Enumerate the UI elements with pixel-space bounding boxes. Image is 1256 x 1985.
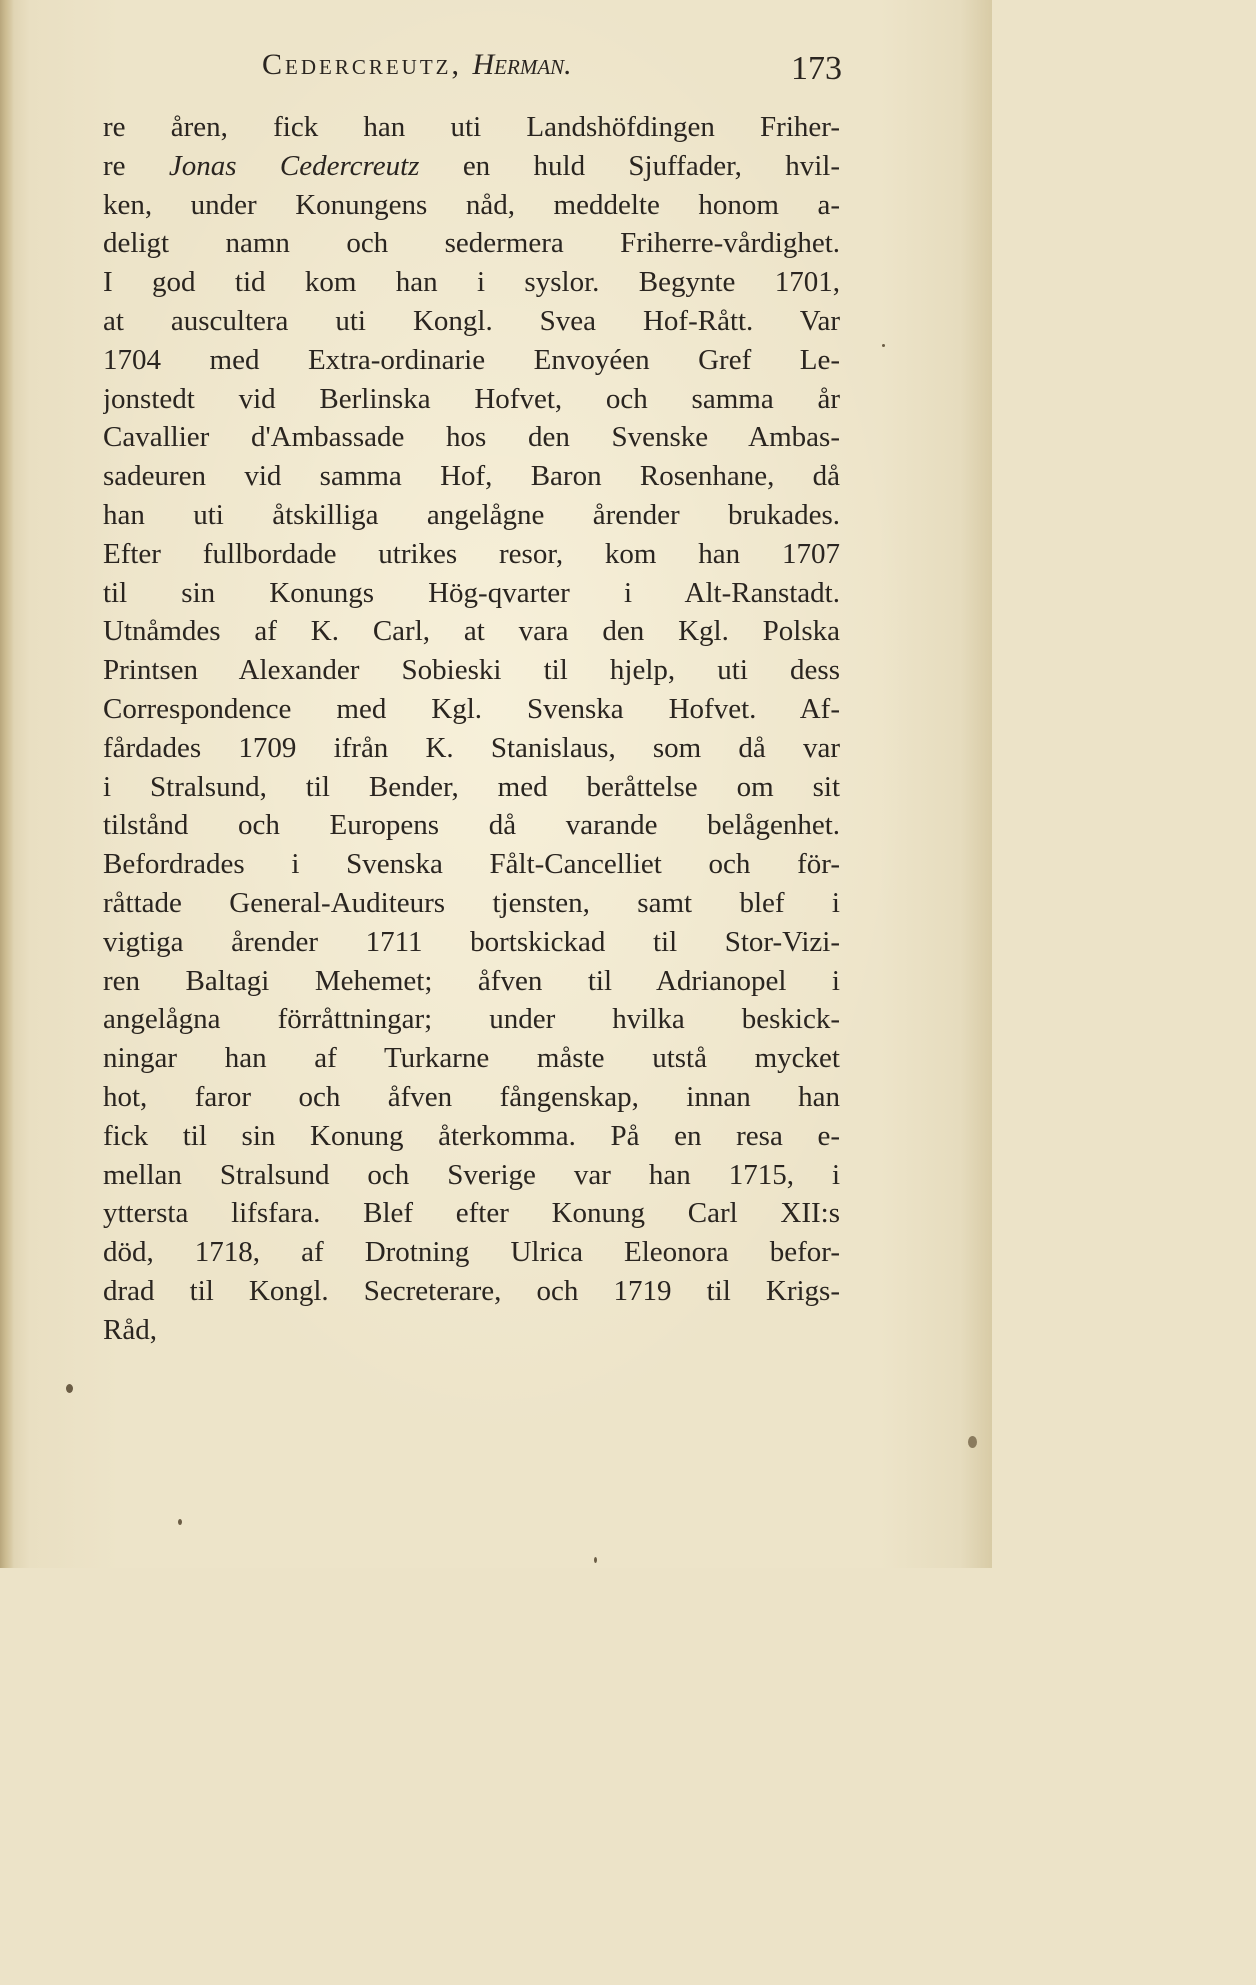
text-line: Råd, — [103, 1313, 157, 1346]
text-line: hot, faror och åfven fångenskap, innan han — [103, 1080, 840, 1113]
text-line: fick til sin Konung återkomma. På en resa e- — [103, 1119, 840, 1152]
body-text — [103, 108, 840, 1388]
page-header — [262, 46, 842, 96]
text-line: sadeuren vid samma Hof, Baron Rosenhane, då — [103, 460, 840, 493]
paper-speck — [968, 1436, 977, 1448]
text-line: at auscultera uti Kongl. Svea Hof-Rått. Var — [103, 304, 840, 337]
text-line: Befordrades i Svenska Fålt-Cancelliet och för- — [103, 848, 840, 881]
text-line: råttade General-Auditeurs tjensten, samt blef i — [103, 886, 840, 919]
text-line-end: en huld Sjuffader, hvil- — [462, 149, 840, 182]
text-line: Correspondence med Kgl. Svenska Hofvet. Af- — [103, 692, 840, 725]
text-line — [103, 147, 840, 186]
text-line: mellan Stralsund och Sverige var han 1715, i — [103, 1158, 840, 1191]
text-line: drad til Kongl. Secreterare, och 1719 til Krigs- — [103, 1274, 840, 1307]
text-line: re åren, fick han uti Landshöfdingen Friher- — [103, 111, 840, 143]
text-line: ken, under Konungens nåd, meddelte honom a- — [103, 188, 840, 221]
text-line: til sin Konungs Hög-qvarter i Alt-Ranstadt. — [103, 576, 840, 609]
text-line: vigtiga årender 1711 bortskickad til Stor-Vizi- — [103, 925, 840, 958]
text-line: angelågna förråttningar; under hvilka beskick- — [103, 1003, 840, 1036]
page-binding-edge — [0, 0, 14, 1568]
text-line: deligt namn och sedermera Friherre-vårdighet. — [103, 227, 840, 260]
text-line: i Stralsund, til Bender, med beråttelse om sit — [103, 770, 840, 803]
text-line: han uti åtskilliga angelågne årender brukades. — [103, 498, 840, 531]
paper-speck — [178, 1519, 182, 1525]
page-number: 173 — [791, 50, 842, 87]
paper-speck — [66, 1384, 73, 1393]
text-line: ren Baltagi Mehemet; åfven til Adrianopel i — [103, 964, 840, 997]
paper-speck — [882, 344, 885, 347]
running-head-surname: Cedercreutz, — [262, 48, 462, 81]
text-line: I god tid kom han i syslor. Begynte 1701, — [103, 266, 840, 299]
running-head — [262, 48, 572, 82]
text-line: Efter fullbordade utrikes resor, kom han 1707 — [103, 537, 840, 570]
text-line: död, 1718, af Drotning Ulrica Eleonora befor- — [103, 1236, 840, 1269]
text-line: Cavallier d'Ambassade hos den Svenske Ambas- — [103, 421, 840, 454]
running-head-given-name: Herman. — [472, 48, 572, 81]
text-line: Utnåmdes af K. Carl, at vara den Kgl. Polska — [103, 615, 840, 648]
catchword — [103, 1350, 840, 1389]
text-line: yttersta lifsfara. Blef efter Konung Carl XII:s — [103, 1197, 840, 1230]
text-line-start: re — [103, 149, 126, 182]
text-line: tilstånd och Europens då varande belågenhet. — [103, 809, 840, 842]
text-line: Printsen Alexander Sobieski til hjelp, uti dess — [103, 654, 840, 687]
text-line: 1704 med Extra-ordinarie Envoyéen Gref Le- — [103, 343, 840, 376]
paper-speck — [594, 1557, 597, 1563]
italic-name: Jonas Cedercreutz — [168, 149, 420, 182]
text-line: ningar han af Turkarne måste utstå mycket — [103, 1042, 840, 1075]
text-line: fårdades 1709 ifrån K. Stanislaus, som då var — [103, 731, 840, 764]
text-line: jonstedt vid Berlinska Hofvet, och samma år — [103, 382, 840, 415]
